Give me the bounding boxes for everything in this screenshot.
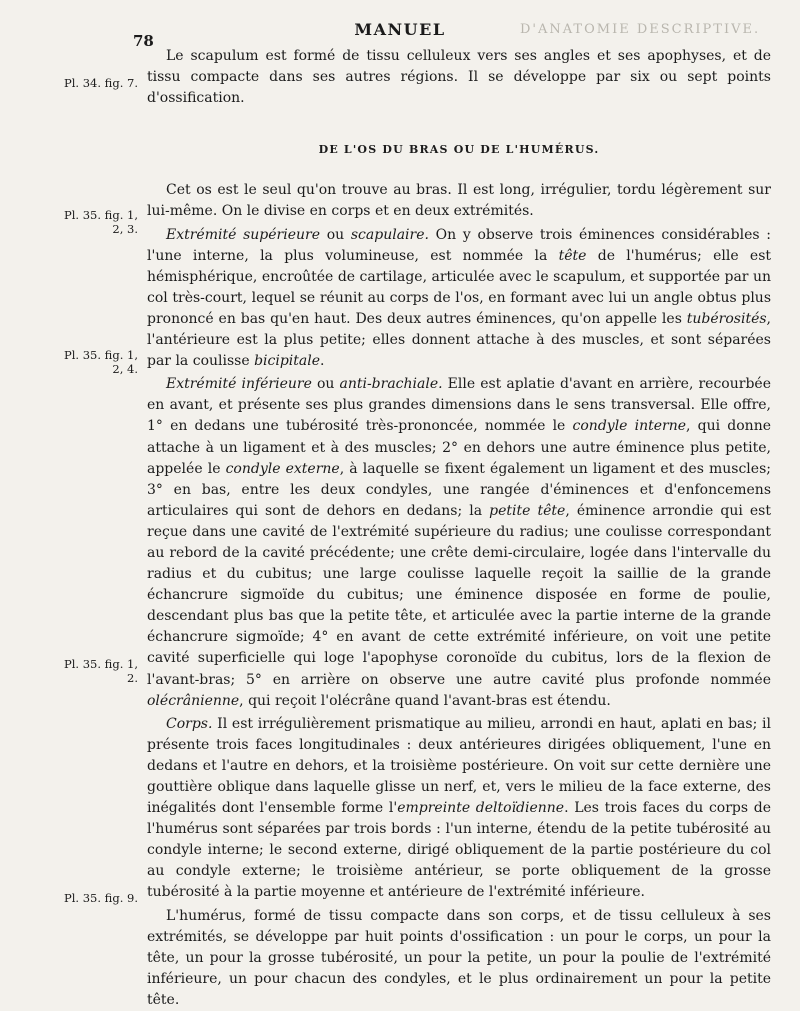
intro-paragraph: Le scapulum est formé de tissu celluleux vers ses angles et ses apophyses, et de tissu compacte dans ses autres régions. Il se développe par six ou sept points d'ossification.: [147, 48, 771, 107]
paragraph-general: Cet os est le seul qu'on trouve au bras. Il est long, irrégulier, tordu légèrement sur lui-même. On le divise en corps et en deux extrémités.: [147, 182, 771, 220]
term: petite tête: [489, 502, 566, 519]
term: tubérosités: [686, 310, 767, 327]
paragraph-body: Corps. Il est irrégulièrement prismatique au milieu, arrondi en haut, aplati en bas; il présente trois faces longitudinales : deux antérieures dirigées obliquement, l'une en dedans et l'autre en dehors, et la troisième postérieure. On voit sur cette dernière une gouttière oblique dans laquelle glisse un nerf, et, vers le milieu de la face externe, des inégalités dont l'ensemble forme l'empreinte deltoïdienne. Les trois faces du corps de l'humérus sont séparées par trois bords : l'un interne, étendu de la petite tubérosité au condyle interne; le second externe, dirigé obliquement de la partie postérieure du col au condyle externe; le troisième antérieur, se porte obliquement de la grosse tubérosité à la partie moyenne et antérieure de l'extrémité inférieure.: [147, 715, 771, 901]
running-title: MANUEL: [354, 20, 446, 39]
margin-note: Pl. 35. fig. 1, 2, 3.: [64, 208, 138, 236]
paragraph-superior-extremity: Extrémité supérieure ou scapulaire. On y observe trois éminences considérables : l'une interne, la plus volumineuse, est nommée la tête de l'humérus; elle est hémisphérique, encroûtée de cartilage, articulée avec le scapulum, et supportée par un col très-court, lequel se réunit au corps de l'os, en formant avec lui un angle obtus plus prononcé en bas qu'en haut. Des deux autres éminences, qu'on appelle les tubérosités, l'antérieure est la plus petite; elles donnent attache à des muscles, et sont séparées par la coulisse bicipitale.: [147, 226, 772, 370]
margin-note: Pl. 34. fig. 7.: [64, 76, 138, 90]
term: bicipitale: [254, 353, 321, 370]
term: empreinte deltoïdienne: [397, 800, 565, 817]
subheading: scapulaire.: [350, 226, 429, 243]
margin-note: Pl. 35. fig. 1, 2, 4.: [64, 348, 138, 376]
subheading: anti-brachiale.: [339, 376, 443, 393]
margin-note: Pl. 35. fig. 9.: [64, 891, 138, 905]
subheading: Extrémité inférieure: [166, 376, 312, 393]
page-body: [147, 46, 771, 1011]
margin-note: Pl. 35. fig. 1, 2.: [64, 657, 138, 685]
subheading: Corps.: [166, 715, 213, 732]
paragraph-inferior-extremity: Extrémité inférieure ou anti-brachiale. Elle est aplatie d'avant en arrière, recourbée en avant, et présente ses plus grandes dimensions dans le sens transversal. Elle offre, 1° en dedans une tubérosité très-prononcée, nommée le condyle interne, qui donne attache à un ligament et à des muscles; 2° en dehors une autre éminence plus petite, appelée le condyle externe, à laquelle se fixent également un ligament et des muscles; 3° en bas, entre les deux condyles, une rangée d'éminences et d'enfoncemens articulaires qui sont de dehors en dedans; la petite tête, éminence arrondie qui est reçue dans une cavité de l'extrémité supérieure du radius; une coulisse correspondant au rebord de la cavité précédente; une crête demi-circulaire, logée dans l'intervalle du radius et du cubitus; une large coulisse laquelle reçoit la saillie de la grande échancrure sigmoïde du cubitus; une éminence disposée en forme de poulie, descendant plus bas que la petite tête, et articulée avec la partie interne de la grande échancrure sigmoïde; 4° en avant de cette extrémité inférieure, on voit une petite cavité superficielle qui loge l'apophyse coronoïde du cubitus, lors de la flexion de l'avant-bras; 5° en arrière on observe une autre cavité plus profonde nommée olécrânienne, qui reçoit l'olécrâne quand l'avant-bras est étendu.: [147, 376, 771, 709]
term: tête: [558, 247, 587, 264]
term: condyle interne: [572, 418, 687, 435]
show-through-text: D'ANATOMIE DESCRIPTIVE.: [520, 22, 761, 37]
section-title: DE L'OS DU BRAS OU DE L'HUMÉRUS.: [318, 143, 600, 157]
paragraph-final: L'humérus, formé de tissu compacte dans son corps, et de tissu celluleux à ses extrémités, se développe par huit points d'ossification : un pour le corps, un pour la tête, un pour la grosse tubérosité, un pour la petite, un pour la poulie de l'extrémité inférieure, un pour chacun des condyles, et le plus ordinairement un pour la petite tête.: [147, 907, 771, 1008]
subheading: Extrémité supérieure: [166, 226, 320, 243]
term: condyle externe: [225, 460, 340, 477]
page-number: 78: [133, 32, 154, 50]
term: olécrânienne: [147, 692, 240, 709]
page-header: [0, 18, 800, 50]
